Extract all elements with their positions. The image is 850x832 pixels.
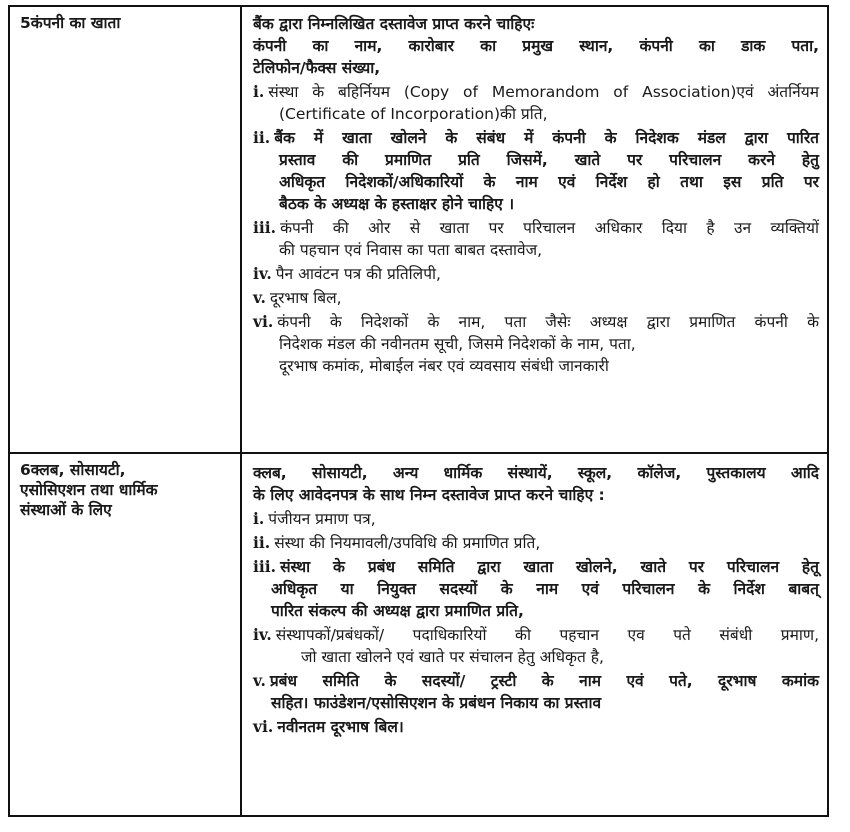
item-text: दूरभाष बिल, [269,289,342,307]
item-text: अधिकृत या नियुक्त सदस्यों के नाम एवं परिचालन के निर्देश बाबत् [271,580,819,598]
column-divider [240,7,242,452]
table-row-company-account [10,7,827,454]
item-text: प्रबंध समिति के सदस्यों/ ट्रस्टी के नाम एवं पते, दूरभाष कमांक [269,672,819,690]
list-item [253,508,819,530]
item-number: ii. [253,533,271,552]
row-heading: 5कंपनी का खाता [20,14,121,32]
item-text: दूरभाष कमांक, मोबाईल नंबर एवं व्यवसाय संबंधी जानकारी [279,357,609,375]
item-text: अधिकृत निदेशकों/अधिकारियों के नाम एवं निर्देश हो तथा इस प्रति पर [279,173,819,191]
row-heading-cell [20,13,232,33]
column-divider [240,454,242,815]
row-content-cell [253,13,819,377]
item-text: संस्था के बहिर्नियम (Copy of Memorandom of Association)एवं अंतर्नियम [268,83,819,101]
item-text: (Certificate of Incorporation)की प्रति, [279,105,548,123]
item-text: पंजीयन प्रमाण पत्र, [268,510,376,528]
item-text: संस्था की नियमावली/उपविधि की प्रमाणित प्रति, [274,534,541,552]
item-number: iii. [253,557,277,576]
item-number: vi. [253,312,274,331]
list-item [253,311,819,377]
item-number: v. [253,671,266,690]
intro-line: टेलिफोन/फैक्स संख्या, [253,59,381,77]
item-text: निदेशक मंडल की नवीनतम सूची, जिसमे निदेशकों के नाम, पता, [279,335,636,353]
item-text: पैन आवंटन पत्र की प्रतिलिपी, [275,265,441,283]
list-item [253,624,819,668]
list-item [253,556,819,622]
row-heading: संस्थाओं के लिए [20,501,112,519]
item-text: की पहचान एवं निवास का पता बाबत दस्तावेज, [279,241,543,259]
list-item [253,716,819,738]
intro-line: कंपनी का नाम, कारोबार का प्रमुख स्थान, कंपनी का डाक पता, [253,37,819,55]
list-item [253,127,819,215]
list-item [253,532,819,554]
item-number: i. [253,82,265,101]
row-heading: एसोसिएशन तथा धार्मिक [20,481,158,499]
item-number: v. [253,288,266,307]
item-number: ii. [253,128,271,147]
row-heading: 6क्लब, सोसायटी, [20,461,126,479]
item-number: iii. [253,218,277,237]
intro-line: बैंक द्वारा निम्नलिखित दस्तावेज प्राप्त करने चाहिएः [253,15,535,33]
item-text: पारित संकल्प की अध्यक्ष द्वारा प्रमाणित प्रति, [271,602,524,620]
row-content-cell [253,462,819,738]
item-number: i. [253,509,265,528]
item-number: iv. [253,264,272,283]
list-item [253,670,819,714]
item-number: iv. [253,625,272,644]
item-text: संस्थापकों/प्रबंधकों/ पदाधिकारियों की पहचान एव पते संबंधी प्रमाण, [275,626,819,644]
item-text: बैठक के अध्यक्ष के हस्ताक्षर होने चाहिए । [279,195,515,213]
item-text: नवीनतम दूरभाष बिल। [277,718,404,736]
list-item [253,81,819,125]
item-text: संस्था के प्रबंध समिति द्वारा खाता खोलने, खाते पर परिचालन हेतू [280,558,819,576]
item-text: कंपनी की ओर से खाता पर परिचालन अधिकार दिया है उन व्यक्तियों [280,219,819,237]
document-table [8,5,829,817]
table-row-clubs-societies [10,454,827,815]
intro-line: के लिए आवेदनपत्र के साथ निम्न दस्तावेज प्राप्त करने चाहिए : [253,486,605,504]
intro-line: क्लब, सोसायटी, अन्य धार्मिक संस्थायें, स्कूल, कॉलेज, पुस्तकालय आदि [253,464,819,482]
item-text: सहित। फाउंडेशन/एसोसिएशन के प्रबंधन निकाय का प्रस्ताव [271,694,602,712]
list-item [253,287,819,309]
item-number: vi. [253,717,274,736]
row-heading-cell [20,460,232,520]
list-item [253,263,819,285]
item-text: बैंक में खाता खोलने के संबंध में कंपनी के निदेशक मंडल द्वारा पारित [274,129,819,147]
item-text: जो खाता खोलने एवं खाते पर संचालन हेतु अधिकृत है, [301,648,604,666]
item-text: प्रस्ताव की प्रमाणित प्रति जिसमें, खाते पर परिचालन करने हेतु [279,151,819,169]
item-text: कंपनी के निदेशकों के नाम, पता जैसेः अध्यक्ष द्वारा प्रमाणित कंपनी के [277,313,819,331]
list-item [253,217,819,261]
